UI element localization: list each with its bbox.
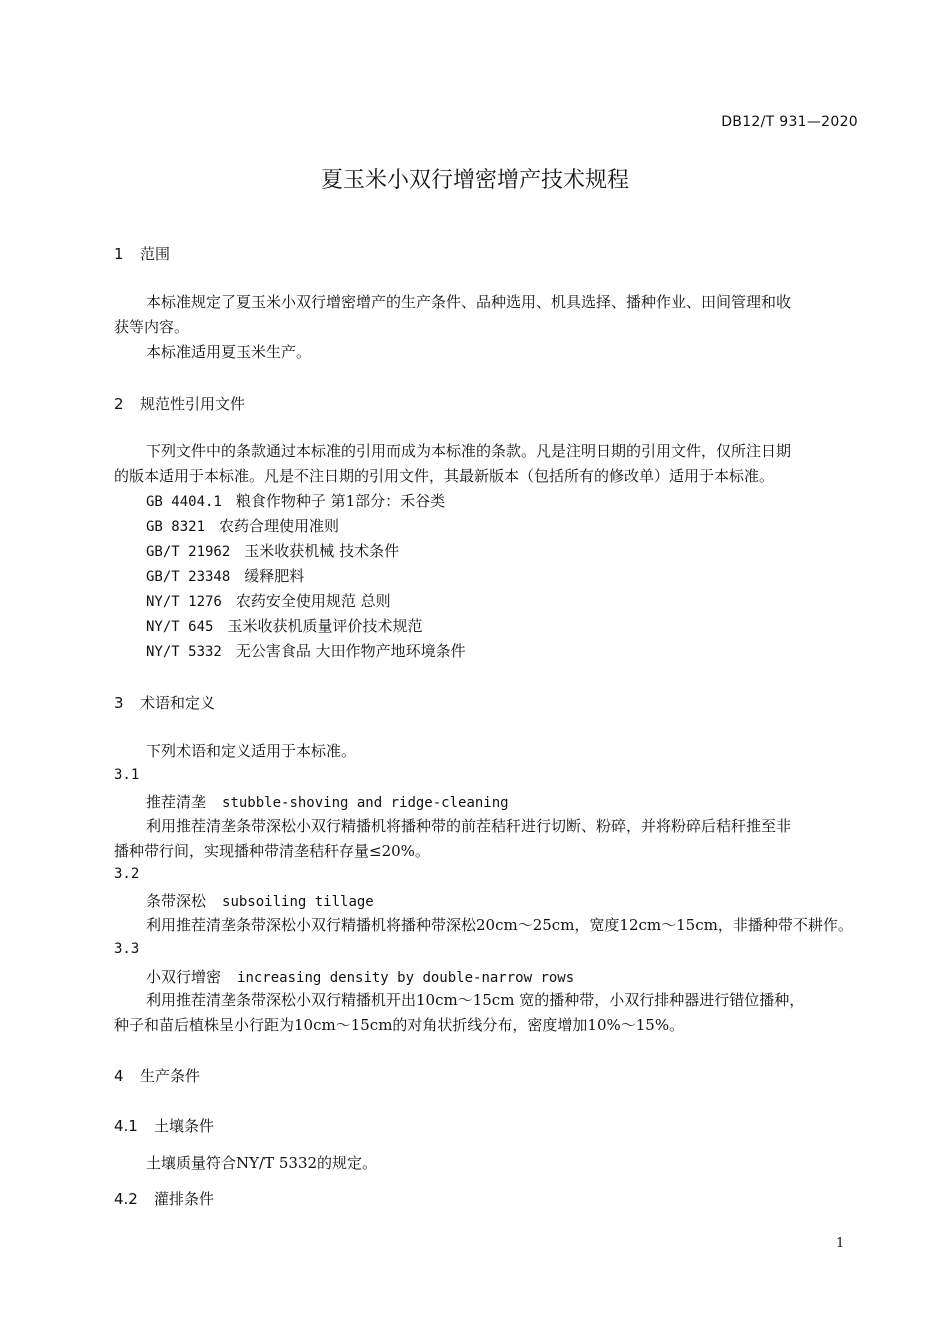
reference-code: NY/T 645 — [146, 619, 214, 635]
reference-item — [146, 615, 422, 636]
term-en: increasing density by double-narrow rows — [237, 970, 575, 986]
section-1-heading — [114, 243, 170, 264]
reference-item — [146, 515, 339, 536]
term-number: 3.2 — [114, 866, 140, 882]
term-definition: 种子和苗后植株呈小行距为10cm～15cm的对角状折线分布，密度增加10%～15%。 — [114, 1016, 685, 1034]
reference-code: GB 8321 — [146, 519, 206, 535]
term-definition: 利用推茬清垄条带深松小双行精播机将播种带深松20cm～25cm，宽度12cm～15cm，非播种带不耕作。 — [146, 916, 853, 934]
reference-title: 无公害食品 大田作物产地环境条件 — [235, 642, 466, 660]
section-number: 4 — [114, 1067, 124, 1085]
section-title: 生产条件 — [140, 1067, 201, 1085]
reference-code: GB/T 21962 — [146, 544, 231, 560]
reference-item — [146, 490, 445, 511]
reference-item — [146, 640, 466, 661]
term-heading — [146, 791, 509, 812]
reference-title: 农药合理使用准则 — [219, 517, 340, 535]
section-title: 术语和定义 — [140, 694, 216, 712]
reference-code: NY/T 5332 — [146, 644, 222, 660]
standard-code: DB12/T 931—2020 — [721, 114, 858, 130]
reference-code: NY/T 1276 — [146, 594, 222, 610]
reference-title: 粮食作物种子 第1部分：禾谷类 — [235, 492, 446, 510]
section-number: 2 — [114, 395, 124, 413]
section-number: 3 — [114, 694, 124, 712]
subsection-number: 4.2 — [114, 1190, 138, 1208]
reference-title: 玉米收获机械 技术条件 — [244, 542, 400, 560]
paragraph: 土壤质量符合NY/T 5332的规定。 — [146, 1154, 378, 1172]
section-number: 1 — [114, 245, 124, 263]
subsection-4-2-heading — [114, 1188, 214, 1209]
reference-item — [146, 540, 399, 561]
term-heading — [146, 890, 374, 911]
reference-code: GB 4404.1 — [146, 494, 222, 510]
page-number: 1 — [836, 1236, 845, 1251]
document-title: 夏玉米小双行增密增产技术规程 — [320, 168, 629, 193]
section-2-heading — [114, 393, 245, 414]
paragraph: 本标准适用夏玉米生产。 — [146, 343, 312, 361]
section-title: 规范性引用文件 — [140, 395, 246, 413]
term-en: subsoiling tillage — [222, 894, 374, 910]
term-zh: 条带深松 — [146, 892, 207, 910]
reference-item — [146, 590, 391, 611]
term-zh: 小双行增密 — [146, 968, 222, 986]
term-definition: 利用推茬清垄条带深松小双行精播机将播种带的前茬秸秆进行切断、粉碎，并将粉碎后秸秆推至非 — [146, 817, 792, 835]
section-4-heading — [114, 1065, 200, 1086]
reference-title: 缓释肥料 — [244, 567, 305, 585]
reference-title: 玉米收获机质量评价技术规范 — [227, 617, 423, 635]
paragraph: 本标准规定了夏玉米小双行增密增产的生产条件、品种选用、机具选择、播种作业、田间管理和收 — [146, 293, 792, 311]
paragraph: 下列文件中的条款通过本标准的引用而成为本标准的条款。凡是注明日期的引用文件，仅所注日期 — [146, 442, 792, 460]
section-title: 范围 — [140, 245, 171, 263]
term-definition: 播种带行间，实现播种带清垄秸秆存量≤20%。 — [114, 842, 430, 860]
reference-item — [146, 565, 304, 586]
term-number: 3.1 — [114, 767, 140, 783]
subsection-title: 灌排条件 — [154, 1190, 215, 1208]
subsection-title: 土壤条件 — [154, 1117, 215, 1135]
section-3-heading — [114, 692, 215, 713]
term-number: 3.3 — [114, 941, 140, 957]
term-heading — [146, 966, 574, 987]
subsection-number: 4.1 — [114, 1117, 138, 1135]
term-en: stubble-shoving and ridge-cleaning — [222, 795, 509, 811]
term-definition: 利用推茬清垄条带深松小双行精播机开出10cm～15cm 宽的播种带，小双行排种器进行错位播种， — [146, 991, 805, 1009]
reference-title: 农药安全使用规范 总则 — [235, 592, 391, 610]
reference-code: GB/T 23348 — [146, 569, 231, 585]
paragraph: 获等内容。 — [114, 318, 190, 336]
paragraph: 下列术语和定义适用于本标准。 — [146, 742, 357, 760]
subsection-4-1-heading — [114, 1115, 214, 1136]
paragraph: 的版本适用于本标准。凡是不注日期的引用文件，其最新版本（包括所有的修改单）适用于本标准。 — [114, 467, 775, 485]
term-zh: 推茬清垄 — [146, 793, 207, 811]
